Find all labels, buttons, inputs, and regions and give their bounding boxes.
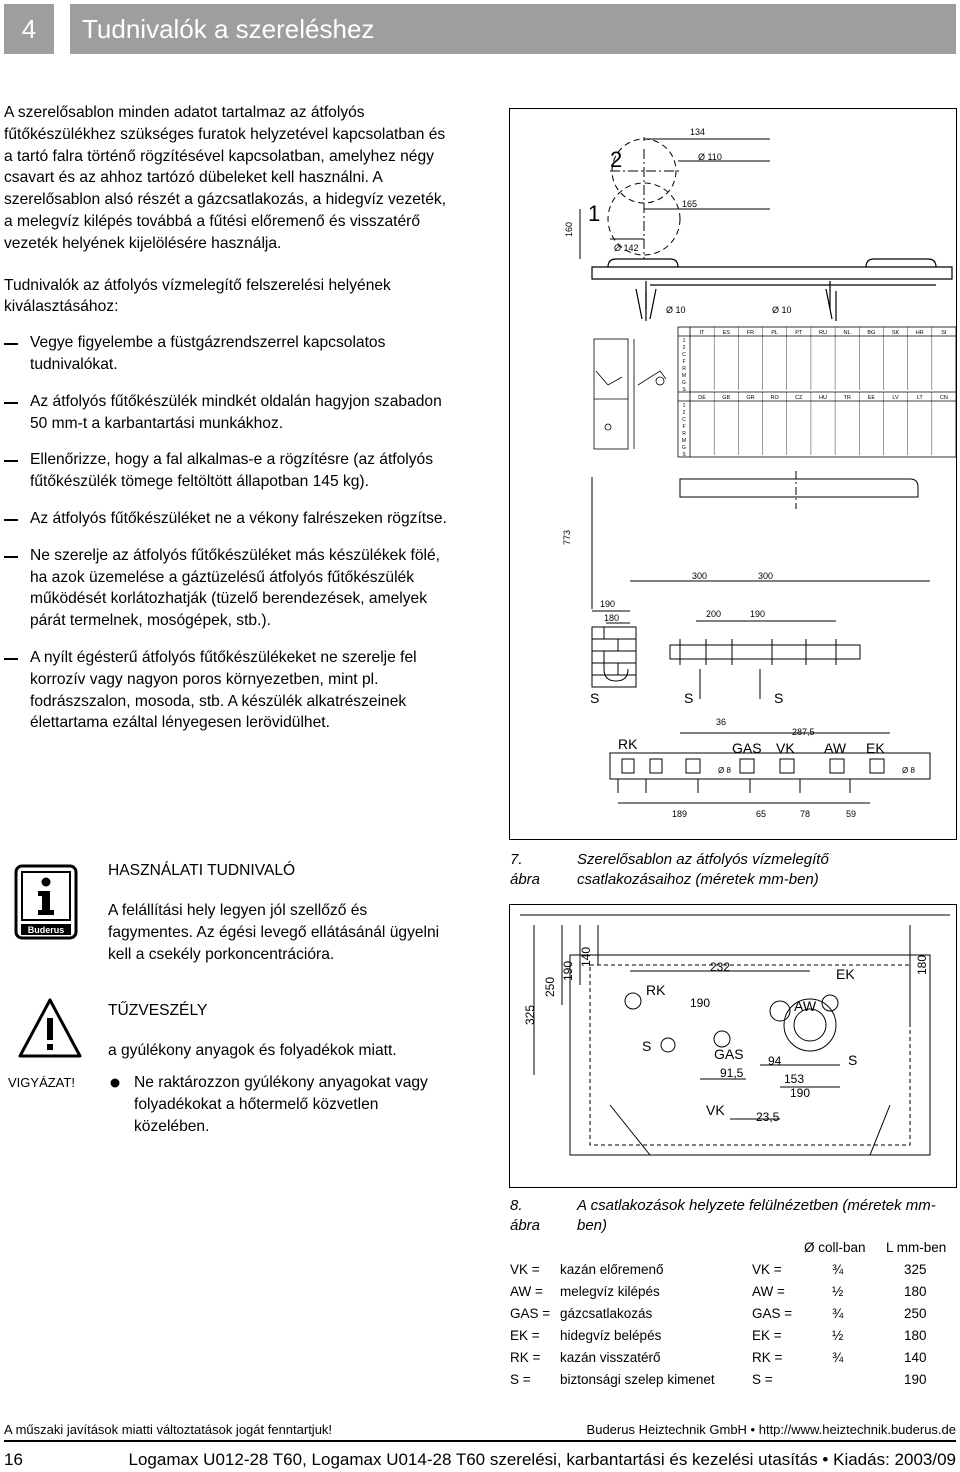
figure-7-caption-text: Szerelősablon az átfolyós vízmelegítő csatlakozásaihoz (méretek mm-ben) (577, 851, 829, 888)
dim-250: 250 (543, 976, 557, 997)
dim-153: 153 (784, 1072, 805, 1086)
country-pt: PT (795, 330, 803, 336)
dim-190b: 190 (750, 609, 766, 619)
table-row (510, 1262, 956, 1284)
country-fr: FR (746, 330, 755, 336)
row-code: S = (510, 1372, 531, 1387)
row-code: AW = (510, 1284, 543, 1299)
table-row-label: R (682, 366, 686, 372)
label-s3: S (774, 690, 784, 706)
country-cz: CZ (795, 395, 803, 401)
dim-190: 190 (561, 960, 575, 981)
country-si: SI (941, 330, 947, 336)
row-length: 180 (904, 1328, 927, 1343)
country-pl: PL (771, 330, 779, 336)
row-length: 180 (904, 1284, 927, 1299)
dim-160: 160 (564, 221, 574, 237)
label-s2: S (848, 1052, 858, 1068)
country-it: IT (699, 330, 705, 336)
figure-7-number: 7. ábra (510, 851, 541, 888)
dim-110: Ø 110 (698, 152, 722, 162)
row-length: 190 (904, 1372, 927, 1387)
label-rk: RK (618, 736, 638, 752)
dim-165: 165 (682, 199, 698, 209)
table-row-label: G (682, 380, 686, 386)
row-diameter: ¾ (832, 1262, 844, 1277)
row-desc: kazán előremenő (560, 1262, 664, 1277)
row-length: 325 (904, 1262, 927, 1277)
table-row-label: C (682, 352, 686, 358)
row-code2: EK = (752, 1328, 782, 1343)
dim-300b: 300 (758, 571, 774, 581)
country-ru: RU (819, 330, 827, 336)
table-row-label: F (682, 424, 686, 430)
dim-200: 200 (706, 609, 722, 619)
row-desc: kazán visszatérő (560, 1350, 661, 1365)
intro-paragraph: A szerelősablon minden adatot tartalmaz az átfolyós fűtőkészülékhez szükséges furatok helyzetével kapcsolatban és a tartó falra történő rögzítésével kapcsolatban, amelyhez négy csavart és az ahhoz tartózó dübeleket kell használni. A szerelősablon alsó részét a gázcsatlakozás, a hidegvíz vezeték, a melegvíz kilépés továbbá a fűtési előremenő és visszatérő vezeték helyének kijelölésére használja. (4, 104, 447, 252)
chapter-title: Tudnivalók a szereléshez (70, 4, 956, 54)
label-gas: GAS (732, 740, 762, 756)
country-cn: CN (939, 395, 948, 401)
country-de: DE (698, 395, 706, 401)
header-length: L mm-ben (886, 1240, 947, 1255)
buderus-logo: Buderus (27, 925, 65, 935)
dim-94: 94 (768, 1054, 782, 1068)
footer-company: Buderus Heiztechnik GmbH • http://www.heiztechnik.buderus.de (586, 1422, 956, 1437)
row-code2: GAS = (752, 1306, 793, 1321)
label-vk: VK (776, 740, 795, 756)
notice-text: A felállítási hely legyen jól szellőző és fagymentes. Az égési levegő ellátásánál ügyelni kell a csekély porkoncentrációra. (108, 902, 440, 963)
figure-8-drawing (510, 905, 958, 1189)
table-row-label: 2 (682, 345, 686, 351)
row-desc: hidegvíz belépés (560, 1328, 662, 1343)
country-ro: RO (770, 395, 779, 401)
row-diameter: ½ (832, 1284, 844, 1299)
row-code2: S = (752, 1372, 773, 1387)
country-gr: GR (746, 395, 755, 401)
row-code: VK = (510, 1262, 540, 1277)
table-row-label: R (682, 431, 686, 437)
dim-23-5: 23,5 (756, 1110, 780, 1124)
label-s2: S (684, 690, 694, 706)
connection-legend-table (510, 1240, 956, 1394)
country-hr: HR (915, 330, 924, 336)
table-row-label: 1 (682, 403, 686, 409)
table-row-label: M (681, 438, 687, 444)
dim-180: 180 (915, 954, 929, 975)
label-gas: GAS (714, 1046, 744, 1062)
table-row-label: F (682, 359, 686, 365)
dim-300a: 300 (692, 571, 708, 581)
table-row-label: 2 (682, 410, 686, 416)
warning-triangle-icon (18, 996, 82, 1060)
dim-10a: Ø 10 (666, 305, 686, 315)
row-desc: biztonsági szelep kimenet (560, 1372, 715, 1387)
dim-78: 78 (800, 809, 811, 819)
info-icon (14, 864, 78, 940)
figure-8-number: 8. ábra (510, 1197, 541, 1234)
label-aw: AW (824, 740, 847, 756)
row-code: EK = (510, 1328, 540, 1343)
warning-bullet: Ne raktározzon gyúlékony anyagokat vagy folyadékokat a hőtermelő közvetlen közelében. (134, 1074, 428, 1135)
list-item: Az átfolyós fűtőkészülék mindkét oldalán hagyjon szabadon 50 mm-t a karbantartási munkákhoz. (4, 391, 454, 435)
table-row-label: S (682, 452, 686, 458)
row-diameter: ¾ (832, 1306, 844, 1321)
footer-divider (4, 1440, 956, 1442)
row-length: 140 (904, 1350, 927, 1365)
table-row (510, 1284, 956, 1306)
table-row-label: C (682, 417, 686, 423)
figure-8-caption-text: A csatlakozások helyzete felülnézetben (méretek mm-ben) (577, 1197, 936, 1234)
label-aw: AW (794, 998, 817, 1014)
country-gb: GB (722, 395, 731, 401)
label-s1: S (590, 690, 600, 706)
country-es: ES (722, 330, 730, 336)
table-row-label: 1 (682, 338, 686, 344)
list-item: Az átfolyós fűtőkészüléket ne a vékony falrészeken rögzítse. (4, 508, 454, 530)
dim-134: 134 (690, 127, 706, 137)
dim-189: 189 (672, 809, 688, 819)
label-vk: VK (706, 1102, 725, 1118)
selection-heading: Tudnivalók az átfolyós vízmelegítő felszerelési helyének kiválasztásához: (4, 276, 391, 316)
list-item: Ellenőrizze, hogy a fal alkalmas-e a rögzítésre (az átfolyós fűtőkészülék tömege feltöltött állapotban 145 kg). (4, 449, 454, 493)
row-diameter: ½ (832, 1328, 844, 1343)
table-row-label: S (682, 387, 686, 393)
chapter-number: 4 (4, 4, 54, 54)
dim-325: 325 (523, 1004, 537, 1025)
row-desc: melegvíz kilépés (560, 1284, 660, 1299)
label-ek: EK (836, 966, 855, 982)
table-row-label: M (681, 373, 687, 379)
country-sk: SK (891, 330, 900, 336)
country-hu: HU (819, 395, 827, 401)
dim-190: 190 (600, 599, 616, 609)
table-header-row (510, 1240, 956, 1262)
dim-140: 140 (579, 946, 593, 967)
table-row (510, 1350, 956, 1372)
warning-label: VIGYÁZAT! (8, 1075, 75, 1090)
list-item: Vegye figyelembe a füstgázrendszerrel kapcsolatos tudnivalókat. (4, 332, 454, 376)
table-row (510, 1328, 956, 1350)
dim-8b: Ø 8 (902, 766, 915, 775)
bullet-dot-icon (110, 1078, 120, 1088)
country-lt: LT (916, 395, 923, 401)
list-item: Ne szerelje az átfolyós fűtőkészüléket más készülékek fölé, ha azok üzemelése a gáztüzelésű átfolyós fűtőkészülék működését korlátozhatják (tüzelő berendezések, amelyek párát termelnek, mosógépek, stb.). (4, 545, 454, 632)
row-code2: VK = (752, 1262, 782, 1277)
warning-text: a gyúlékony anyagok és folyadékok miatt. (108, 1042, 397, 1059)
figure-8-frame (509, 904, 957, 1188)
row-code: GAS = (510, 1306, 551, 1321)
marker-2: 2 (610, 147, 623, 172)
dim-36: 36 (716, 717, 727, 727)
label-ek: EK (866, 740, 885, 756)
row-code2: RK = (752, 1350, 783, 1365)
marker-1: 1 (588, 201, 601, 226)
document-title: Logamax U012-28 T60, Logamax U014-28 T60 szerelési, karbantartási és kezelési utasítás • Kiadás: 2003/09 (128, 1450, 956, 1469)
country-ee: EE (867, 395, 876, 401)
table-row-label: G (682, 445, 686, 451)
list-item: A nyílt égésterű átfolyós fűtőkészülékeket ne szerelje fel korrozív vagy nagyon poros környezetben, mint pl. fodrászszalon, mosoda, stb. A készülék alkatrészeinek élettartama ezáltal lényegesen lerövidülhet. (4, 647, 454, 734)
figure-7-frame (509, 108, 957, 840)
notice-title: HASZNÁLATI TUDNIVALÓ (108, 862, 296, 879)
dim-142: Ø 142 (614, 243, 639, 253)
row-length: 250 (904, 1306, 927, 1321)
row-desc: gázcsatlakozás (560, 1306, 653, 1321)
dim-10b: Ø 10 (772, 305, 792, 315)
country-lv: LV (892, 395, 899, 401)
dim-287-5: 287,5 (792, 727, 815, 737)
label-rk: RK (646, 982, 666, 998)
table-row (510, 1306, 956, 1328)
dim-190c: 190 (790, 1086, 811, 1100)
table-row (510, 1372, 956, 1394)
dim-91-5: 91,5 (720, 1066, 744, 1080)
figure-7-drawing (510, 109, 958, 841)
country-bg: BG (867, 330, 876, 336)
dim-59: 59 (846, 809, 857, 819)
dim-190b: 190 (690, 996, 711, 1010)
dim-232: 232 (710, 960, 731, 974)
row-code: RK = (510, 1350, 541, 1365)
left-column (4, 102, 454, 749)
dim-773: 773 (562, 529, 572, 545)
dim-8a: Ø 8 (718, 766, 731, 775)
label-s1: S (642, 1038, 652, 1054)
row-diameter: ¾ (832, 1350, 844, 1365)
dim-180: 180 (604, 613, 620, 623)
row-code2: AW = (752, 1284, 785, 1299)
footer-disclaimer: A műszaki javítások miatti változtatások jogát fenntartjuk! (4, 1422, 333, 1437)
country-nl: NL (843, 330, 851, 336)
page-number: 16 (4, 1450, 23, 1469)
country-tr: TR (843, 395, 851, 401)
dim-65: 65 (756, 809, 767, 819)
warning-title: TŰZVESZÉLY (108, 1002, 208, 1019)
bullet-list (4, 332, 454, 734)
header-diameter: Ø coll-ban (804, 1240, 866, 1255)
